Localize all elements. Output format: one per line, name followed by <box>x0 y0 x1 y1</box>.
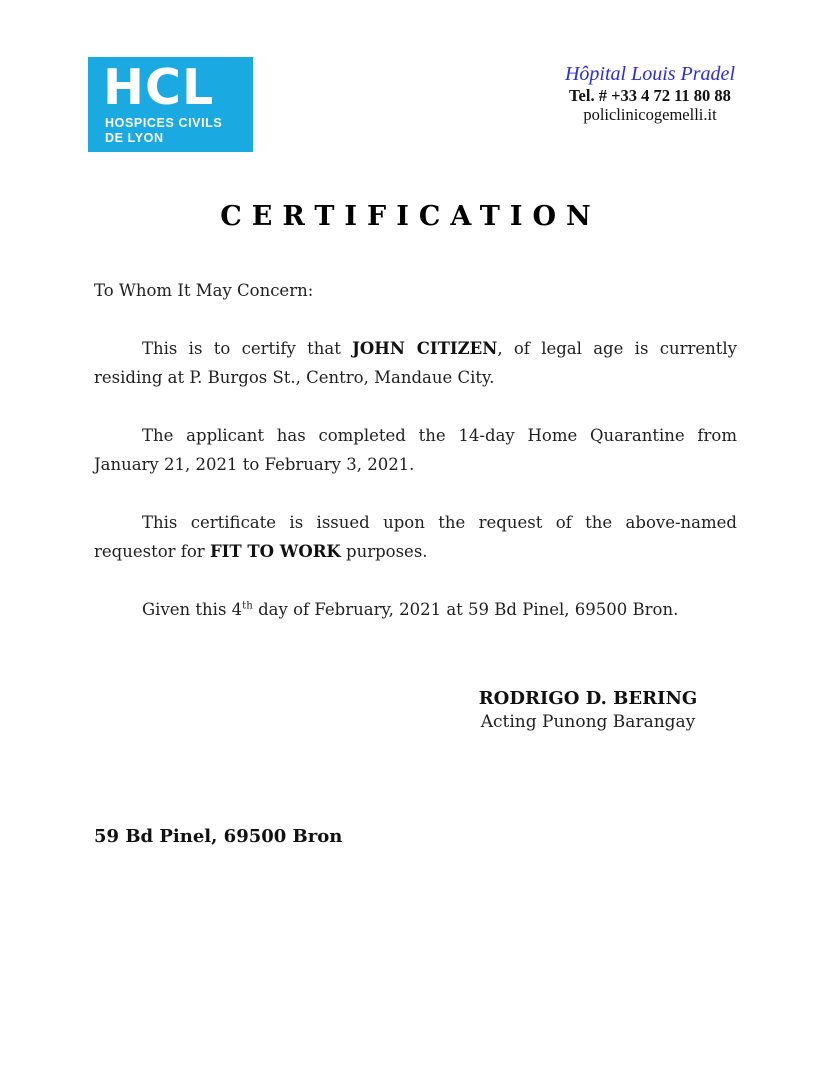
purpose-bold: FIT TO WORK <box>209 542 341 561</box>
signatory-title: Acting Punong Barangay <box>480 712 696 732</box>
given-text-pre: Given this 4 <box>142 600 243 619</box>
header-contact-block <box>540 62 760 124</box>
purpose-text-pre: This certificate is issued upon the request of the above-named requestor for <box>94 513 737 561</box>
signature-block <box>440 687 736 734</box>
salutation: To Whom It May Concern: <box>94 281 314 300</box>
logo-subtitle-line1: HOSPICES CIVILS <box>105 116 223 130</box>
logo-subtitle-line2: DE LYON <box>105 131 164 145</box>
signatory-name: RODRIGO D. BERING <box>478 688 698 709</box>
residency-text-post: , of legal age is currently residing at P. Burgos St., Centro, Mandaue City. <box>94 339 737 387</box>
certification-title: CERTIFICATION <box>220 201 601 232</box>
hcl-logo <box>88 57 253 152</box>
paragraph-residency <box>94 334 737 392</box>
ordinal-superscript: th <box>242 600 253 612</box>
purpose-text-post: purposes. <box>340 542 428 561</box>
website-text: policlinicogemelli.it <box>583 105 717 124</box>
paragraph-quarantine: The applicant has completed the 14-day Home Quarantine from January 21, 2021 to February 3, 2021. <box>94 426 737 474</box>
hospital-name: Hôpital Louis Pradel <box>564 63 735 85</box>
paragraph-given-date <box>94 595 737 624</box>
paragraph-purpose <box>94 508 737 566</box>
phone-number: Tel. # +33 4 72 11 80 88 <box>569 86 731 105</box>
footer-address: 59 Bd Pinel, 69500 Bron <box>94 826 343 847</box>
given-text-post: day of February, 2021 at 59 Bd Pinel, 69500 Bron. <box>252 600 679 619</box>
residency-text-pre: This is to certify that <box>142 339 353 358</box>
logo-acronym: HCL <box>103 59 215 116</box>
letter-body <box>94 276 737 624</box>
applicant-name: JOHN CITIZEN <box>352 339 498 358</box>
